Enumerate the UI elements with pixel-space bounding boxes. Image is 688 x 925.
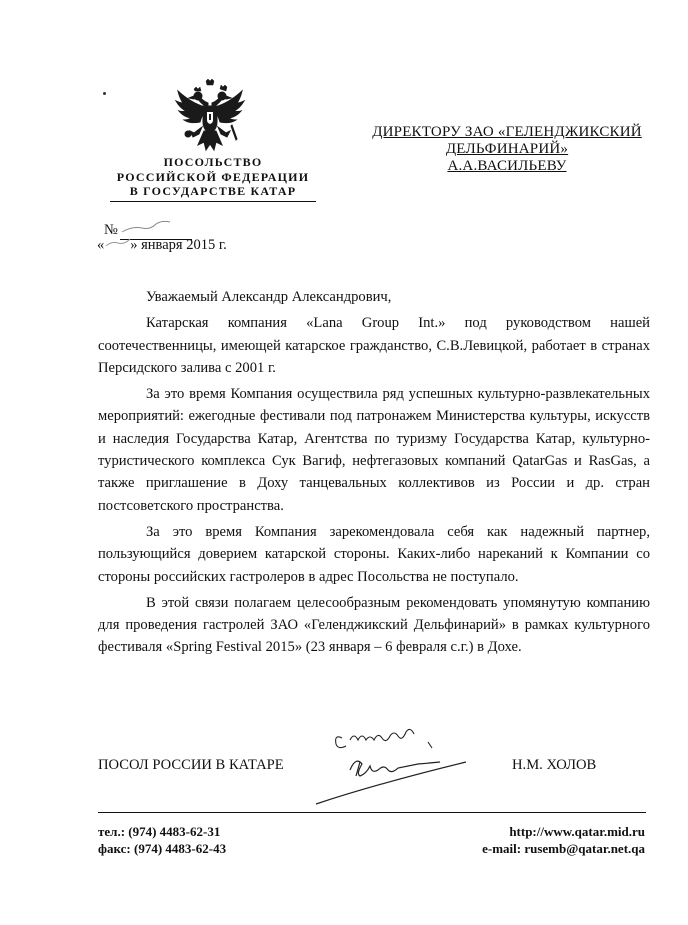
recipient-line: А.А.ВАСИЛЬЕВУ bbox=[447, 158, 567, 174]
number-label: № bbox=[104, 222, 118, 238]
date-open-quote: « bbox=[97, 237, 105, 253]
sender-organization bbox=[100, 155, 326, 199]
recipient-block bbox=[360, 124, 654, 175]
footer-website-link[interactable]: http://www.qatar.mid.ru bbox=[509, 824, 645, 839]
recipient-line: ДЕЛЬФИНАРИЙ» bbox=[445, 141, 569, 157]
recipient-line: ДИРЕКТОРУ ЗАО «ГЕЛЕНДЖИКСКИЙ bbox=[372, 124, 642, 140]
letter-body bbox=[98, 286, 650, 659]
handwritten-day-scribble bbox=[104, 236, 134, 250]
signatory-title: ПОСОЛ РОССИИ В КАТАРЕ bbox=[98, 757, 284, 773]
double-headed-eagle-icon bbox=[174, 79, 246, 153]
letter-greeting: Уважаемый Александр Александрович, bbox=[146, 289, 392, 305]
footer-web bbox=[482, 823, 645, 857]
letter-paragraph: В этой связи полагаем целесообразным рекомендовать упомянутую компанию для проведения гастролей ЗАО «Геленджикский Дельфинарий» в рамках культурного фестиваля «Spring Festival 2015» (23 января – 6 февраля с.г.) в Дохе. bbox=[98, 594, 650, 656]
letter-paragraph: За это время Компания зарекомендовала себя как надежный партнер, пользующийся доверием катарской стороны. Каких-либо нареканий к Компании со стороны российских гастролеров в адрес Посольства не поступало. bbox=[98, 523, 650, 585]
footer-contacts bbox=[98, 823, 226, 857]
letter-paragraph: Катарская компания «Lana Group Int.» под руководством нашей соотечественницы, имеющей катарское гражданство, С.В.Левицкой, работает в странах Персидского залива с 2001 г. bbox=[98, 315, 650, 376]
footer-fax: факс: (974) 4483-62-43 bbox=[98, 841, 227, 856]
org-underline bbox=[110, 201, 316, 202]
footer-divider bbox=[98, 812, 646, 813]
footer-email-link[interactable]: e-mail: rusemb@qatar.net.qa bbox=[482, 841, 645, 856]
date-rest: » января 2015 г. bbox=[130, 237, 227, 253]
letter-paragraph: За это время Компания осуществила ряд успешных культурно-развлекательных мероприятий: ежегодные фестивали под патронажем Министерства культуры, искусств и наследия Государства Катар, Агентства по туризму Государства Катар, культурно-туристического комплекса Сук Вагиф, нефтегазовых компаний QatarGas и RasGas, а также приглашение в Доху танцевальных коллективов из России и др. стран постсоветского пространства. bbox=[98, 386, 650, 514]
org-line: ПОСОЛЬСТВО bbox=[163, 155, 263, 169]
footer-phone: тел.: (974) 4483-62-31 bbox=[98, 824, 221, 839]
org-line: РОССИЙСКОЙ ФЕДЕРАЦИИ bbox=[116, 169, 310, 184]
org-line: В ГОСУДАРСТВЕ КАТАР bbox=[129, 184, 297, 198]
signatory-name: Н.М. ХОЛОВ bbox=[512, 757, 597, 773]
handwritten-signature bbox=[310, 718, 480, 808]
stray-dot bbox=[103, 92, 106, 95]
